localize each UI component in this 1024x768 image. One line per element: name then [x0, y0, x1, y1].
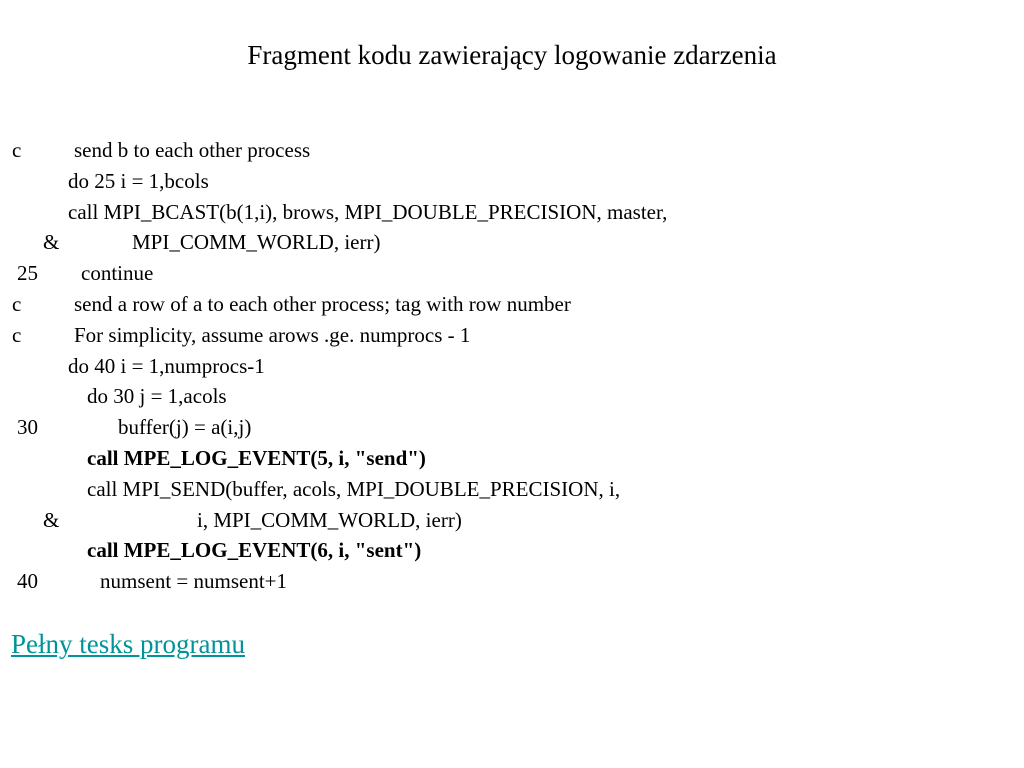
- code-line-text: do 25 i = 1,bcols: [68, 168, 209, 193]
- code-line-text: do 40 i = 1,numprocs-1: [68, 353, 265, 378]
- code-line-text: do 30 j = 1,acols: [87, 384, 227, 409]
- code-line-label: 40: [17, 569, 38, 594]
- code-line-label: 30: [17, 415, 38, 440]
- code-line-text: continue: [81, 261, 154, 286]
- code-line-text: MPI_COMM_WORLD, ierr): [132, 230, 381, 255]
- code-line-label: c: [12, 291, 22, 316]
- code-line-label: &: [43, 230, 60, 255]
- code-line-label: c: [12, 138, 22, 162]
- code-line-label: &: [43, 507, 60, 532]
- code-line-text: send a row of a to each other process; tag with row number: [74, 291, 571, 316]
- code-line-text: call MPE_LOG_EVENT(6, i, "sent"): [87, 538, 422, 563]
- code-line-text: i, MPI_COMM_WORLD, ierr): [197, 507, 462, 532]
- code-line-label: 25: [17, 261, 38, 286]
- code-line-text: send b to each other process: [74, 138, 311, 162]
- code-line-text: call MPE_LOG_EVENT(5, i, "send"): [87, 445, 426, 470]
- code-line-text: call MPI_SEND(buffer, acols, MPI_DOUBLE_PRECISION, i,: [87, 476, 621, 501]
- code-line-text: buffer(j) = a(i,j): [118, 415, 252, 440]
- code-line-label: c: [12, 322, 22, 347]
- code-line-text: call MPI_BCAST(b(1,i), brows, MPI_DOUBLE_PRECISION, master,: [68, 199, 668, 224]
- code-line-text: numsent = numsent+1: [100, 569, 288, 594]
- full-program-link[interactable]: Pełny tesks programu: [11, 629, 245, 659]
- slide-title: Fragment kodu zawierający logowanie zdarzenia: [247, 40, 777, 70]
- code-line-text: For simplicity, assume arows .ge. numprocs - 1: [74, 322, 471, 347]
